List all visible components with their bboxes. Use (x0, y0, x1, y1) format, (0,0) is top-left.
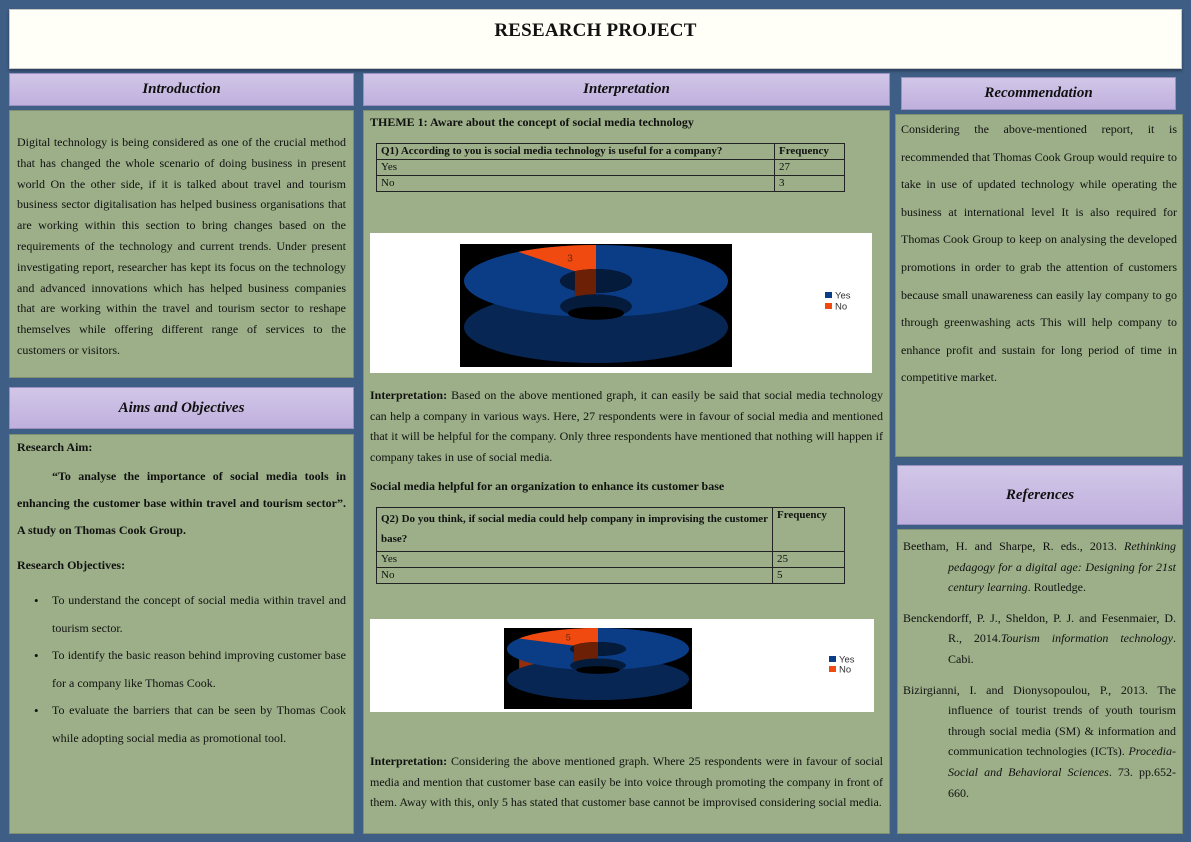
objective-item: • To understand the concept of social media within travel and tourism sector. (17, 587, 346, 642)
reference-authors: Bizirgianni, I. and Dionysopoulou, P., 2013. The influence of tourist trends of youth tourism through social media (SM) & information and communication technologies (ICTs). (903, 682, 1176, 759)
poster-title: RESEARCH PROJECT (494, 20, 697, 41)
donut-hole-floor (576, 666, 620, 674)
table-cell-label: No (377, 568, 773, 584)
legend-no-label: No (839, 664, 852, 676)
research-objectives-label: Research Objectives: (17, 558, 126, 572)
reference-title: Procedia-Social and Behavioral Sciences (948, 744, 1176, 779)
donut-chart-2 (370, 619, 874, 712)
table-row (377, 568, 845, 584)
reference-authors: Benckendorff, P. J., Sheldon, P. J. and Fesenmaier, D. R., 2014. (903, 610, 1176, 646)
interpretation-heading: Interpretation (583, 81, 670, 97)
references-header (897, 465, 1183, 525)
recommendation-header (901, 77, 1176, 110)
reference-item (903, 680, 1176, 804)
legend-no-label: No (835, 301, 848, 313)
table-cell-value: 3 (775, 176, 845, 192)
frequency-table-q2 (376, 507, 845, 584)
table-cell-label: No (377, 176, 775, 192)
chart2-legend (829, 655, 855, 676)
theme1-title: THEME 1: Aware about the concept of social media technology (370, 115, 694, 129)
legend-yes-swatch (825, 292, 832, 298)
interpretation-paragraph-2 (370, 751, 883, 813)
chart1-legend (825, 291, 851, 313)
recommendation-box (895, 114, 1183, 457)
recommendation-heading: Recommendation (984, 85, 1093, 101)
legend-yes-swatch (829, 656, 836, 662)
donut-chart-1 (370, 233, 872, 373)
legend-yes-label: Yes (839, 654, 855, 666)
recommendation-text: Considering the above-mentioned report, it is recommended that Thomas Cook Group would require to take in use of updated technology while operating the business at international level It is also required for Thomas Cook Group to keep on analysing the developed promotions in order to grab the attention of customers because small unawareness can easily lay company to go through greenwashing acts This will help company to enhance profit and sustain for long period of time in competitive market. (901, 122, 1177, 385)
references-heading: References (1005, 486, 1075, 503)
table-q1-freq-header: Frequency (775, 144, 845, 160)
interpretation-2-label: Interpretation: (370, 754, 448, 768)
chart2-data-label: 5 (565, 632, 571, 643)
interpretation-paragraph-1 (370, 385, 883, 467)
donut-chart-2-svg (370, 619, 874, 712)
table-cell-value: 5 (773, 568, 845, 584)
research-aim-text: “To analyse the importance of social media tools in enhancing the customer base within travel and tourism sector”. A study on Thomas Cook Group. (17, 469, 346, 537)
interpretation-box (363, 110, 890, 834)
table-q1-question: Q1) According to you is social media technology is useful for a company? (377, 144, 775, 160)
donut-chart-1-svg (370, 233, 872, 373)
table-row (377, 552, 845, 568)
aims-heading: Aims and Objectives (118, 399, 245, 416)
reference-title: Rethinking pedagogy for a digital age: Designing for 21st century learning (948, 539, 1176, 595)
table-q2-question: Q2) Do you think, if social media could help company in improvising the customer base? (377, 508, 773, 552)
introduction-box (9, 110, 354, 378)
table-cell-value: 25 (773, 552, 845, 568)
table-cell-label: Yes (377, 552, 773, 568)
objectives-list (17, 587, 346, 752)
objective-item: • To evaluate the barriers that can be seen by Thomas Cook while adopting social media as promotional tool. (17, 697, 346, 752)
table-row (377, 160, 845, 176)
research-aim-label: Research Aim: (17, 440, 93, 454)
reference-publisher: . Cabi. (948, 631, 1176, 666)
interpretation-2-text: Considering the above mentioned graph. Where 25 respondents were in favour of social media and mention that customer base can easily be into voice through promoting the company in front of them. Away with this, only 5 has stated that customer base cannot be improvised considering social media. (370, 754, 883, 809)
inner-wall-no (575, 269, 596, 297)
theme2-title: Social media helpful for an organization to enhance its customer base (370, 479, 725, 493)
references-box (897, 529, 1183, 834)
reference-publisher: . Routledge. (1027, 580, 1086, 595)
reference-publisher: . 73. pp.652-660. (948, 764, 1177, 800)
aims-box (9, 434, 354, 834)
chart1-data-label: 3 (567, 253, 573, 265)
table-row (377, 176, 845, 192)
title-bar (9, 9, 1182, 69)
introduction-header (9, 73, 354, 106)
reference-authors: Beetham, H. and Sharpe, R. eds., 2013. (903, 539, 1125, 553)
introduction-heading: Introduction (142, 81, 221, 97)
frequency-table-q1 (376, 143, 845, 192)
reference-title: Tourism information technology (1000, 631, 1173, 646)
table-cell-label: Yes (377, 160, 775, 176)
table-q2-freq-header: Frequency (773, 508, 845, 552)
table-cell-value: 27 (775, 160, 845, 176)
legend-no-swatch (825, 303, 832, 309)
interpretation-1-label: Interpretation: (370, 388, 448, 402)
donut-hole-floor (568, 307, 624, 320)
interpretation-1-text: Based on the above mentioned graph, it can easily be said that social media technology can help a company in various ways. Here, 27 respondents were in favour of social media and mentioned that it will be helpful for the company. Only three respondents have mentioned that nothing will happen if company takes in use of social media. (370, 388, 883, 464)
legend-yes-label: Yes (835, 290, 851, 302)
reference-item (903, 536, 1176, 598)
legend-no-swatch (829, 666, 836, 672)
aims-header (9, 387, 354, 429)
introduction-text: Digital technology is being considered as one of the crucial method that has changed the whole scenario of doing business in present world On the other side, if it is talked about travel and tourism business sector digitalisation has helped business organisations that are working within this section to bring changes based on the requirements of the technology and current trends. Under present investigating report, researcher has kept its focus on the technology and advanced innovations which has helped business companies that are working within the travel and tourism sector to reshape themselves while offering different range of services to the customers or visitors. (17, 135, 346, 357)
reference-item (903, 608, 1176, 670)
interpretation-header (363, 73, 890, 106)
objective-item: • To identify the basic reason behind improving customer base for a company like Thomas Cook. (17, 642, 346, 697)
